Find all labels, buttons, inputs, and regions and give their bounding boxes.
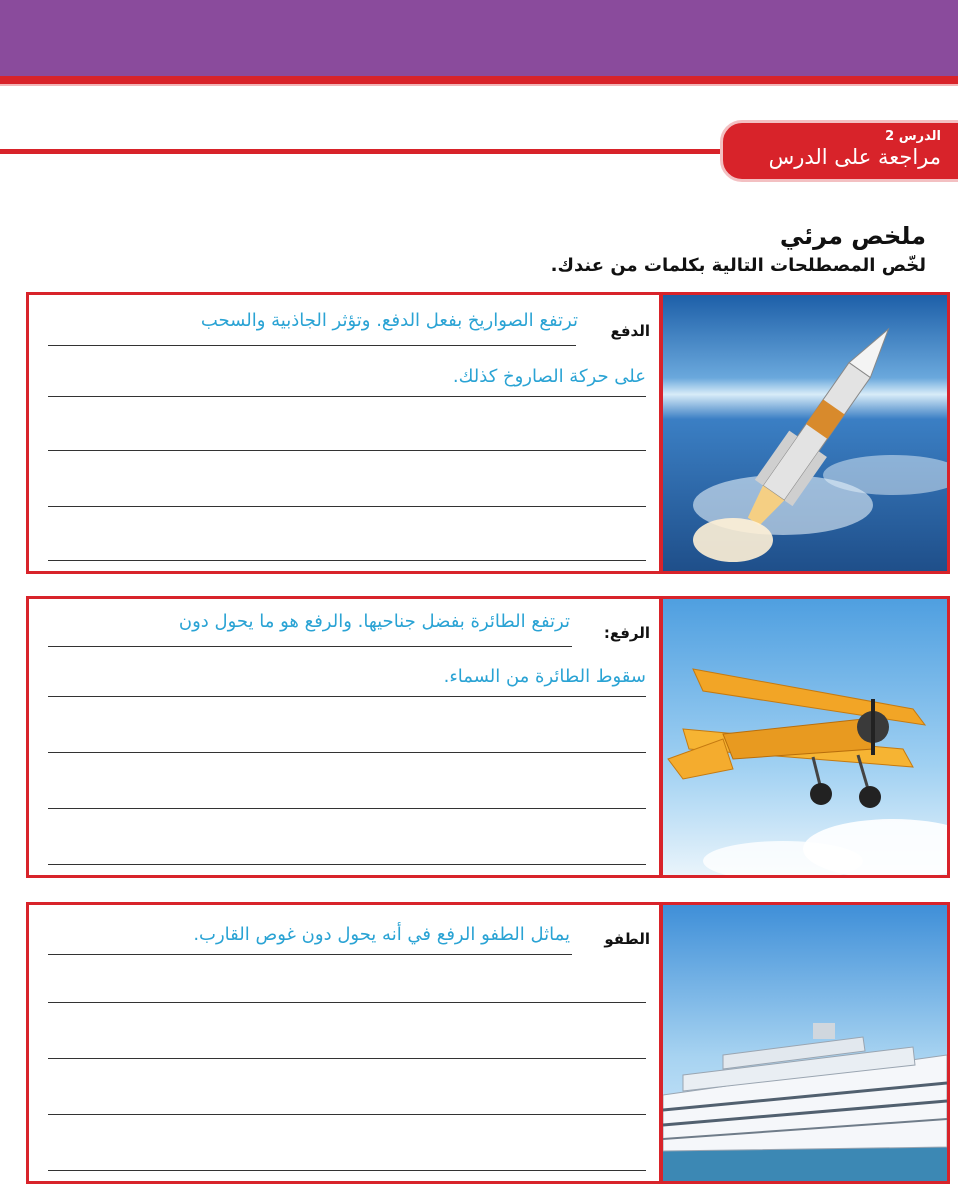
answer-box-lift[interactable] [26, 596, 662, 878]
rocket-image [660, 292, 950, 574]
writing-line [48, 345, 576, 346]
writing-line [48, 1170, 646, 1171]
header-banner [0, 0, 958, 76]
lesson-divider-line [0, 149, 740, 154]
term-label-lift: الرفع: [603, 624, 650, 642]
term-label-thrust: الدفع [610, 322, 650, 340]
section-instruction: لخّص المصطلحات التالية بكلمات من عندك. [550, 255, 926, 276]
writing-line [48, 808, 646, 809]
biplane-image [660, 596, 950, 878]
writing-line [48, 560, 646, 561]
lesson-tab [720, 120, 958, 182]
writing-line [48, 1002, 646, 1003]
writing-line [48, 1114, 646, 1115]
writing-line [48, 696, 646, 697]
term-label-buoyancy: الطفو [604, 930, 650, 948]
writing-line [48, 450, 646, 451]
answer-text-thrust-line1: ترتفع الصواريخ بفعل الدفع. وتؤثر الجاذبية والسحب [200, 310, 578, 331]
answer-box-thrust[interactable] [26, 292, 662, 574]
writing-line [48, 752, 646, 753]
section-title: ملخص مرئي [779, 222, 926, 250]
writing-line [48, 646, 572, 647]
writing-line [48, 506, 646, 507]
writing-line [48, 1058, 646, 1059]
writing-line [48, 864, 646, 865]
writing-line [48, 396, 646, 397]
writing-line [48, 954, 572, 955]
answer-text-lift-line2: سقوط الطائرة من السماء. [443, 666, 646, 687]
answer-text-thrust-line2: على حركة الصاروخ كذلك. [452, 366, 646, 387]
header-divider [0, 76, 958, 86]
cruise-ship-image [660, 902, 950, 1184]
answer-text-buoyancy-line1: يماثل الطفو الرفع في أنه يحول دون غوص القارب. [193, 924, 570, 945]
lesson-title: مراجعة على الدرس [768, 145, 941, 169]
lesson-number: الدرس 2 [885, 129, 941, 144]
answer-text-lift-line1: ترتفع الطائرة بفضل جناحيها. والرفع هو ما يحول دون [178, 611, 570, 632]
